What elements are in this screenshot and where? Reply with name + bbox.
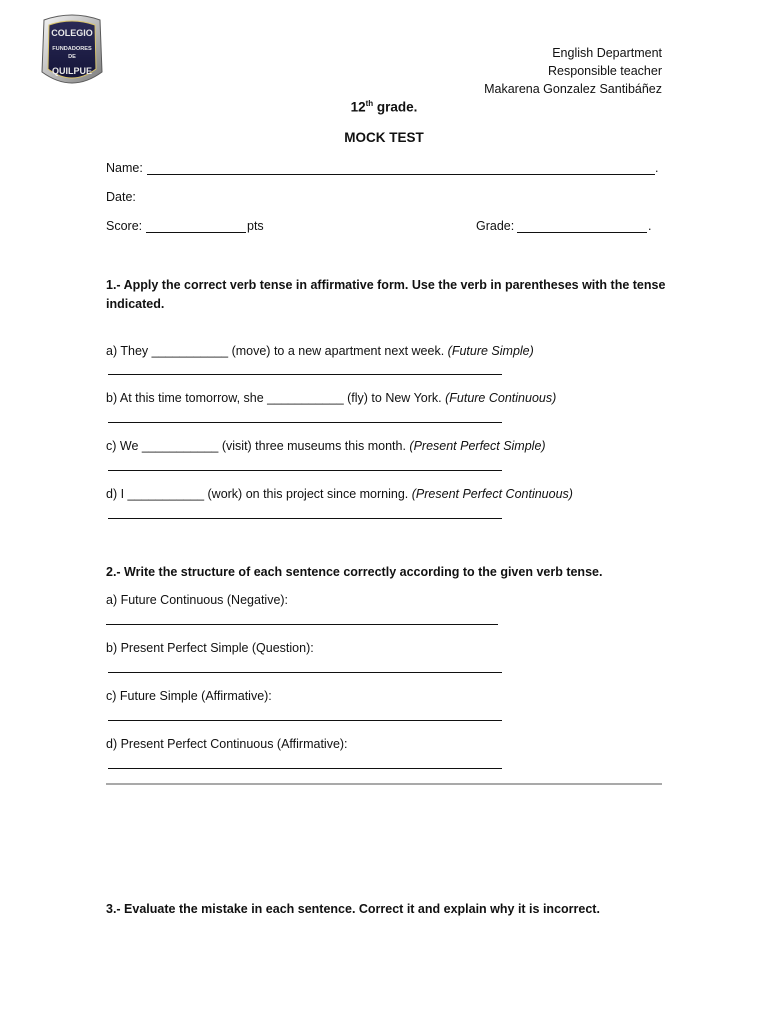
tense-hint: (Present Perfect Simple)	[409, 439, 546, 453]
score-unit: pts	[247, 219, 264, 233]
date-label: Date:	[106, 190, 136, 204]
tense-hint: (Present Perfect Continuous)	[411, 487, 573, 501]
section2-item-b: b) Present Perfect Simple (Question):	[106, 641, 314, 655]
teacher-role-label: Responsible teacher	[548, 64, 662, 78]
section2-instruction: 2.- Write the structure of each sentence correctly according to the given verb tense.	[106, 565, 603, 579]
section1-instruction-cont: indicated.	[106, 297, 165, 311]
section2-item-c: c) Future Simple (Affirmative):	[106, 689, 272, 703]
grade-field-end: .	[648, 219, 652, 233]
score-field-line[interactable]	[146, 232, 246, 233]
score-label: Score:	[106, 219, 143, 233]
logo-text-bottom: QUILPUE	[51, 66, 93, 76]
section2-item-d: d) Present Perfect Continuous (Affirmative):	[106, 737, 348, 751]
answer-line[interactable]	[106, 624, 498, 625]
answer-line[interactable]	[108, 720, 502, 721]
school-logo	[38, 12, 106, 92]
department-label: English Department	[552, 46, 662, 60]
answer-blank[interactable]: ___________	[141, 439, 219, 453]
section1-item-c: c) We ___________ (visit) three museums this month. (Present Perfect Simple)	[106, 439, 546, 453]
answer-blank[interactable]: ___________	[267, 391, 344, 405]
section3-instruction: 3.- Evaluate the mistake in each sentence. Correct it and explain why it is incorrect.	[106, 902, 600, 916]
name-field-end: .	[655, 161, 659, 175]
tense-hint: (Future Continuous)	[445, 391, 557, 405]
grade-heading	[0, 99, 768, 115]
answer-line[interactable]	[108, 518, 502, 519]
logo-text-middle-1: FUNDADORES	[52, 46, 92, 52]
section-divider	[106, 783, 662, 785]
grade-label: Grade:	[476, 219, 515, 233]
grade-superscript: th	[365, 99, 374, 108]
tense-hint: (Future Simple)	[447, 344, 534, 358]
logo-text-middle-2: DE	[68, 54, 76, 60]
answer-line[interactable]	[108, 422, 502, 423]
answer-line[interactable]	[108, 672, 502, 673]
section2-item-a: a) Future Continuous (Negative):	[106, 593, 289, 607]
answer-blank[interactable]: ___________	[127, 487, 205, 501]
name-label: Name:	[106, 161, 143, 175]
name-field-line[interactable]	[147, 174, 655, 175]
teacher-name: Makarena Gonzalez Santibáñez	[484, 82, 662, 96]
section1-item-b: b) At this time tomorrow, she ___________ (fly) to New York. (Future Continuous)	[106, 391, 557, 405]
grade-number: 12	[350, 99, 366, 115]
shield-icon	[38, 12, 106, 92]
logo-text-top: COLEGIO	[51, 28, 93, 38]
section1-instruction: 1.- Apply the correct verb tense in affirmative form. Use the verb in parentheses with the tense	[106, 278, 666, 292]
answer-blank[interactable]: ___________	[151, 344, 229, 358]
answer-line[interactable]	[108, 470, 502, 471]
test-title: MOCK TEST	[344, 130, 424, 145]
section1-item-a: a) They ___________ (move) to a new apartment next week. (Future Simple)	[106, 344, 534, 358]
answer-line[interactable]	[108, 374, 502, 375]
grade-field-line[interactable]	[517, 232, 647, 233]
section1-item-d: d) I ___________ (work) on this project since morning. (Present Perfect Continuous)	[106, 487, 573, 501]
grade-word: grade.	[373, 99, 418, 115]
answer-line[interactable]	[108, 768, 502, 769]
